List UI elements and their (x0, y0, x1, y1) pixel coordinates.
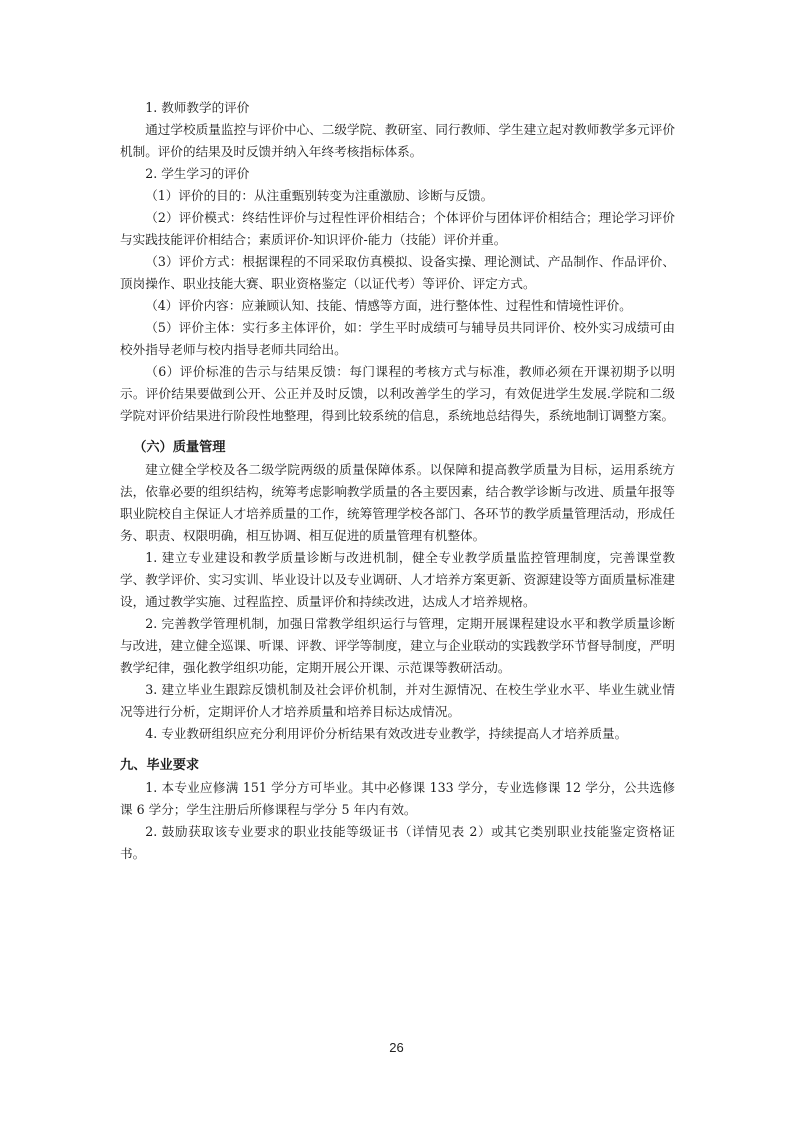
eval-standard-feedback: （6）评价标准的告示与结果反馈：每门课程的考核方式与标准，教师必须在开课初期予以明示。评价结果要做到公开、公正并及时反馈，以利改善学生的学习，有效促进学生发展.学院和二级学院对评价结果进行阶段性地整理，得到比较系统的信息，系统地总结得失，系统地制订调整方案。 (120, 364, 675, 423)
page-number: 26 (389, 1040, 404, 1055)
eval-mode: （2）评价模式：终结性评价与过程性评价相结合；个体评价与团体评价相结合；理论学习评价与实践技能评价相结合；素质评价-知识评价-能力（技能）评价并重。 (120, 210, 675, 247)
quality-management-heading: （六）质量管理 (133, 440, 226, 455)
graduation-item-1: 1. 本专业应修满 151 学分方可毕业。其中必修课 133 学分，专业选修课 12 学分，公共选修课 6 学分；学生注册后所修课程与学分 5 年内有效。 (120, 780, 675, 817)
eval-purpose: （1）评价的目的：从注重甄别转变为注重激励、诊断与反馈。 (145, 188, 494, 203)
eval-method: （3）评价方式：根据课程的不同采取仿真模拟、设备实操、理论测试、产品制作、作品评价、顶岗操作、职业技能大赛、职业资格鉴定（以证代考）等评价、评定方式。 (120, 254, 675, 291)
graduation-item-2: 2. 鼓励获取该专业要求的职业技能等级证书（详情见表 2）或其它类别职业技能鉴定资格证书。 (120, 824, 675, 861)
quality-item-2: 2. 完善教学管理机制，加强日常教学组织运行与管理，定期开展课程建设水平和教学质量诊断与改进，建立健全巡课、听课、评教、评学等制度，建立与企业联动的实践教学环节督导制度，严明教学纪律，强化教学组织功能，定期开展公开课、示范课等教研活动。 (120, 616, 675, 675)
quality-item-4: 4. 专业教研组织应充分利用评价分析结果有效改进专业教学，持续提高人才培养质量。 (145, 726, 628, 741)
eval-content: （4）评价内容：应兼顾认知、技能、情感等方面，进行整体性、过程性和情境性评价。 (145, 298, 632, 313)
quality-item-1: 1. 建立专业建设和教学质量诊断与改进机制，健全专业教学质量监控管理制度，完善课堂教学、教学评价、实习实训、毕业设计以及专业调研、人才培养方案更新、资源建设等方面质量标准建设，通过教学实施、过程监控、质量评价和持续改进，达成人才培养规格。 (120, 550, 675, 609)
eval-subject: （5）评价主体：实行多主体评价，如：学生平时成绩可与辅导员共同评价、校外实习成绩可由校外指导老师与校内指导老师共同给出。 (120, 320, 675, 357)
quality-intro-paragraph: 建立健全学校及各二级学院两级的质量保障体系。以保障和提高教学质量为目标，运用系统方法，依靠必要的组织结构，统筹考虑影响教学质量的各主要因素，结合教学诊断与改进、质量年报等职业院校自主保证人才培养质量的工作，统筹管理学校各部门、各环节的教学质量管理活动，形成任务、职责、权限明确，相互协调、相互促进的质量管理有机整体。 (120, 462, 675, 543)
teacher-eval-paragraph: 通过学校质量监控与评价中心、二级学院、教研室、同行教师、学生建立起对教师教学多元评价机制。评价的结果及时反馈并纳入年终考核指标体系。 (120, 122, 675, 159)
student-eval-title: 2. 学生学习的评价 (145, 166, 250, 181)
graduation-requirements-heading: 九、毕业要求 (120, 758, 200, 773)
page-content (120, 97, 675, 865)
quality-item-3: 3. 建立毕业生跟踪反馈机制及社会评价机制，并对生源情况、在校生学业水平、毕业生就业情况等进行分析，定期评价人才培养质量和培养目标达成情况。 (120, 682, 675, 719)
teacher-eval-title: 1. 教师教学的评价 (145, 100, 250, 115)
